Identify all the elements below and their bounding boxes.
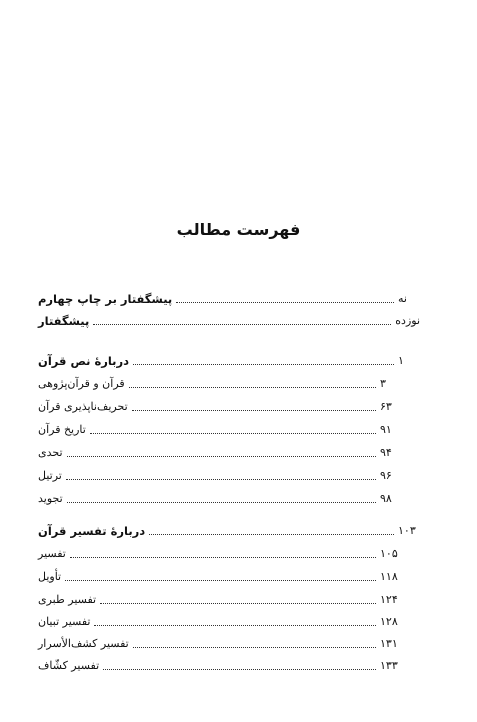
leader-dots (100, 603, 376, 604)
leader-dots (176, 302, 394, 303)
toc-entry-label: پیشگفتار (38, 314, 90, 328)
leader-dots (67, 456, 376, 457)
toc-entry-label: تفسیر طبری (38, 593, 97, 606)
toc-entry-label: تفسیر کشف‌الأسرار (38, 637, 129, 650)
toc-entry-page: ۱ (398, 354, 404, 367)
leader-dots (67, 502, 376, 503)
toc-entry-label: تفسیر کشّاف (38, 659, 100, 672)
leader-dots (66, 479, 376, 480)
toc-entry-page: ۹۱ (380, 423, 392, 436)
toc-entry (38, 398, 402, 414)
toc-entry (38, 490, 402, 506)
toc-entry-label: ترتیل (38, 469, 62, 482)
toc-entry-page: ۹۶ (380, 469, 392, 482)
leader-dots (65, 580, 376, 581)
toc-entry (38, 545, 402, 561)
leader-dots (149, 534, 394, 535)
toc-entry-page: ۱۳۳ (380, 659, 398, 672)
toc-entry-label: تأویل (38, 570, 62, 583)
leader-dots (90, 433, 376, 434)
toc-entry-page: نوزده (395, 314, 420, 327)
toc-entry-label: تحدی (38, 446, 63, 459)
toc-entry-label: تفسیر (38, 547, 66, 560)
toc-entry (38, 591, 402, 607)
toc-entry (38, 444, 402, 460)
leader-dots (133, 364, 394, 365)
leader-dots (103, 669, 376, 670)
toc-entry-label: تجوید (38, 492, 63, 505)
toc-entry-label: تفسیر تبیان (38, 615, 91, 628)
toc-entry-page: ۱۰۳ (398, 524, 416, 537)
toc-entry-page: ۹۸ (380, 492, 392, 505)
toc-entry-page: ۹۴ (380, 446, 392, 459)
leader-dots (94, 625, 376, 626)
toc-entry-page: ۳ (380, 377, 386, 390)
toc-entry (38, 635, 402, 651)
toc-entry-label: تحریف‌ناپذیری قرآن (38, 400, 128, 413)
toc-entry (38, 613, 402, 629)
toc-entry-label: دربارهٔ تفسیر قرآن (38, 524, 146, 538)
toc-entry-page: ۱۳۱ (380, 637, 398, 650)
page-title: فهرست مطالب (176, 220, 301, 239)
toc-entry-label: قرآن و قرآن‌پژوهی (38, 377, 125, 390)
leader-dots (70, 557, 376, 558)
leader-dots (133, 647, 376, 648)
leader-dots (132, 410, 376, 411)
toc-entry (38, 421, 402, 437)
toc-entry (38, 352, 420, 368)
toc-entry-page: نه (398, 292, 407, 305)
leader-dots (93, 324, 391, 325)
toc-entry (38, 467, 402, 483)
toc-entry-label: تاریخ قرآن (38, 423, 86, 436)
toc-entry (38, 568, 402, 584)
toc-entry-page: ۶۳ (380, 400, 392, 413)
toc-entry (38, 312, 420, 328)
toc-entry (38, 290, 420, 306)
toc-entry-label: دربارهٔ نص قرآن (38, 354, 130, 368)
toc-entry-page: ۱۱۸ (380, 570, 398, 583)
toc-entry (38, 657, 402, 673)
toc-entry (38, 522, 420, 538)
toc-entry-page: ۱۰۵ (380, 547, 398, 560)
toc-entry-label: پیشگفتار بر چاپ چهارم (38, 292, 173, 306)
toc-entry (38, 375, 402, 391)
toc-entry-page: ۱۲۸ (380, 615, 398, 628)
leader-dots (129, 387, 376, 388)
toc-entry-page: ۱۲۴ (380, 593, 398, 606)
